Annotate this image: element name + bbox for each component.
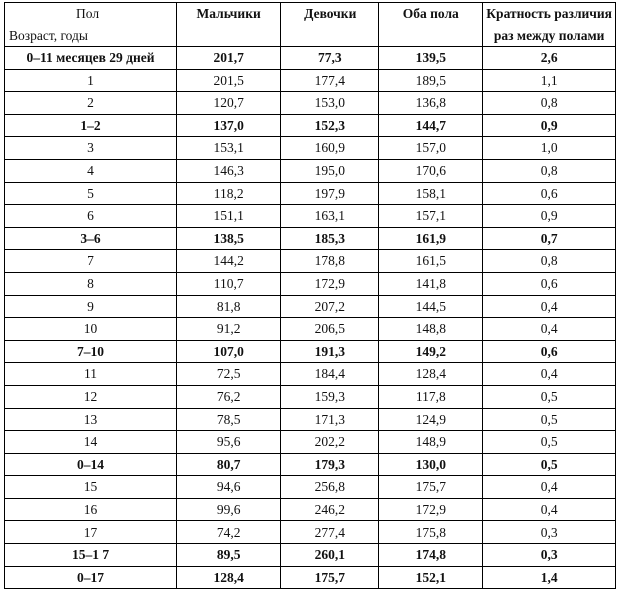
- table-row: [5, 182, 616, 205]
- header-ratio-line2: раз между полами: [493, 27, 605, 43]
- boys-cell: 201,5: [177, 69, 281, 92]
- girls-cell: 206,5: [281, 318, 379, 341]
- ratio-cell: 0,6: [483, 272, 616, 295]
- girls-cell: 152,3: [281, 114, 379, 137]
- ratio-cell: 0,4: [483, 318, 616, 341]
- ratio-cell: 1,0: [483, 137, 616, 160]
- table-row: [5, 227, 616, 250]
- age-cell: 8: [5, 272, 177, 295]
- ratio-cell: 1,1: [483, 69, 616, 92]
- age-cell: 15–1 7: [5, 544, 177, 567]
- boys-cell: 78,5: [177, 408, 281, 431]
- ratio-cell: 2,6: [483, 47, 616, 70]
- age-cell: 14: [5, 431, 177, 454]
- header-ratio: [483, 3, 616, 47]
- both-cell: 148,8: [379, 318, 483, 341]
- table-row: [5, 272, 616, 295]
- header-row: [5, 3, 616, 47]
- girls-cell: 159,3: [281, 385, 379, 408]
- header-sex-label: Пол: [76, 6, 100, 21]
- age-cell: 16: [5, 498, 177, 521]
- age-cell: 3–6: [5, 227, 177, 250]
- boys-cell: 76,2: [177, 385, 281, 408]
- girls-cell: 178,8: [281, 250, 379, 273]
- girls-cell: 172,9: [281, 272, 379, 295]
- age-cell: 9: [5, 295, 177, 318]
- boys-cell: 99,6: [177, 498, 281, 521]
- age-cell: 10: [5, 318, 177, 341]
- ratio-cell: 0,4: [483, 476, 616, 499]
- ratio-cell: 0,4: [483, 295, 616, 318]
- table-row: [5, 340, 616, 363]
- table-row: [5, 114, 616, 137]
- girls-cell: 246,2: [281, 498, 379, 521]
- girls-cell: 177,4: [281, 69, 379, 92]
- both-cell: 130,0: [379, 453, 483, 476]
- girls-cell: 77,3: [281, 47, 379, 70]
- age-cell: 13: [5, 408, 177, 431]
- age-cell: 0–14: [5, 453, 177, 476]
- age-cell: 11: [5, 363, 177, 386]
- header-boys: Мальчики: [177, 3, 281, 47]
- boys-cell: 153,1: [177, 137, 281, 160]
- both-cell: 149,2: [379, 340, 483, 363]
- table-body: [5, 47, 616, 589]
- girls-cell: 153,0: [281, 92, 379, 115]
- boys-cell: 81,8: [177, 295, 281, 318]
- both-cell: 161,9: [379, 227, 483, 250]
- girls-cell: 191,3: [281, 340, 379, 363]
- boys-cell: 146,3: [177, 159, 281, 182]
- ratio-cell: 0,3: [483, 521, 616, 544]
- table-row: [5, 295, 616, 318]
- ratio-cell: 0,8: [483, 92, 616, 115]
- table-row: [5, 92, 616, 115]
- table-row: [5, 453, 616, 476]
- both-cell: 158,1: [379, 182, 483, 205]
- ratio-cell: 0,9: [483, 205, 616, 228]
- age-cell: 15: [5, 476, 177, 499]
- table-row: [5, 363, 616, 386]
- boys-cell: 144,2: [177, 250, 281, 273]
- table-row: [5, 250, 616, 273]
- girls-cell: 260,1: [281, 544, 379, 567]
- boys-cell: 107,0: [177, 340, 281, 363]
- both-cell: 189,5: [379, 69, 483, 92]
- girls-cell: 163,1: [281, 205, 379, 228]
- table-row: [5, 544, 616, 567]
- both-cell: 172,9: [379, 498, 483, 521]
- data-table: [4, 2, 616, 589]
- age-cell: 1–2: [5, 114, 177, 137]
- boys-cell: 110,7: [177, 272, 281, 295]
- boys-cell: 137,0: [177, 114, 281, 137]
- table-row: [5, 47, 616, 70]
- girls-cell: 160,9: [281, 137, 379, 160]
- ratio-cell: 0,7: [483, 227, 616, 250]
- both-cell: 124,9: [379, 408, 483, 431]
- both-cell: 141,8: [379, 272, 483, 295]
- girls-cell: 175,7: [281, 566, 379, 589]
- ratio-cell: 0,5: [483, 408, 616, 431]
- age-cell: 0–17: [5, 566, 177, 589]
- age-cell: 7: [5, 250, 177, 273]
- table-row: [5, 408, 616, 431]
- girls-cell: 179,3: [281, 453, 379, 476]
- table-row: [5, 566, 616, 589]
- age-cell: 2: [5, 92, 177, 115]
- age-cell: 17: [5, 521, 177, 544]
- girls-cell: 184,4: [281, 363, 379, 386]
- ratio-cell: 0,3: [483, 544, 616, 567]
- girls-cell: 202,2: [281, 431, 379, 454]
- both-cell: 175,7: [379, 476, 483, 499]
- age-cell: 3: [5, 137, 177, 160]
- table-row: [5, 318, 616, 341]
- boys-cell: 72,5: [177, 363, 281, 386]
- both-cell: 128,4: [379, 363, 483, 386]
- ratio-cell: 0,8: [483, 159, 616, 182]
- ratio-cell: 0,9: [483, 114, 616, 137]
- boys-cell: 74,2: [177, 521, 281, 544]
- table-row: [5, 521, 616, 544]
- boys-cell: 120,7: [177, 92, 281, 115]
- ratio-cell: 0,8: [483, 250, 616, 273]
- table-row: [5, 137, 616, 160]
- girls-cell: 171,3: [281, 408, 379, 431]
- table-row: [5, 205, 616, 228]
- header-both: Оба пола: [379, 3, 483, 47]
- boys-cell: 151,1: [177, 205, 281, 228]
- boys-cell: 118,2: [177, 182, 281, 205]
- table-row: [5, 431, 616, 454]
- both-cell: 157,0: [379, 137, 483, 160]
- both-cell: 161,5: [379, 250, 483, 273]
- boys-cell: 89,5: [177, 544, 281, 567]
- ratio-cell: 0,5: [483, 453, 616, 476]
- header-girls: Девочки: [281, 3, 379, 47]
- header-age-cell: [5, 3, 177, 47]
- both-cell: 144,7: [379, 114, 483, 137]
- both-cell: 136,8: [379, 92, 483, 115]
- both-cell: 170,6: [379, 159, 483, 182]
- table-row: [5, 159, 616, 182]
- both-cell: 152,1: [379, 566, 483, 589]
- table-row: [5, 498, 616, 521]
- ratio-cell: 0,6: [483, 182, 616, 205]
- boys-cell: 128,4: [177, 566, 281, 589]
- both-cell: 175,8: [379, 521, 483, 544]
- age-cell: 12: [5, 385, 177, 408]
- girls-cell: 207,2: [281, 295, 379, 318]
- girls-cell: 277,4: [281, 521, 379, 544]
- age-cell: 4: [5, 159, 177, 182]
- girls-cell: 185,3: [281, 227, 379, 250]
- header-age-label: Возраст, годы: [9, 27, 88, 43]
- ratio-cell: 1,4: [483, 566, 616, 589]
- age-cell: 0–11 месяцев 29 дней: [5, 47, 177, 70]
- boys-cell: 201,7: [177, 47, 281, 70]
- boys-cell: 94,6: [177, 476, 281, 499]
- both-cell: 144,5: [379, 295, 483, 318]
- age-cell: 1: [5, 69, 177, 92]
- ratio-cell: 0,4: [483, 498, 616, 521]
- boys-cell: 138,5: [177, 227, 281, 250]
- both-cell: 174,8: [379, 544, 483, 567]
- boys-cell: 91,2: [177, 318, 281, 341]
- ratio-cell: 0,4: [483, 363, 616, 386]
- table-row: [5, 69, 616, 92]
- boys-cell: 80,7: [177, 453, 281, 476]
- age-cell: 7–10: [5, 340, 177, 363]
- ratio-cell: 0,5: [483, 431, 616, 454]
- ratio-cell: 0,5: [483, 385, 616, 408]
- both-cell: 148,9: [379, 431, 483, 454]
- girls-cell: 197,9: [281, 182, 379, 205]
- both-cell: 117,8: [379, 385, 483, 408]
- both-cell: 139,5: [379, 47, 483, 70]
- boys-cell: 95,6: [177, 431, 281, 454]
- table-row: [5, 476, 616, 499]
- header-ratio-line1: Кратность различия: [486, 6, 612, 21]
- both-cell: 157,1: [379, 205, 483, 228]
- age-cell: 5: [5, 182, 177, 205]
- ratio-cell: 0,6: [483, 340, 616, 363]
- table-header: [5, 3, 616, 47]
- girls-cell: 256,8: [281, 476, 379, 499]
- age-cell: 6: [5, 205, 177, 228]
- table-row: [5, 385, 616, 408]
- girls-cell: 195,0: [281, 159, 379, 182]
